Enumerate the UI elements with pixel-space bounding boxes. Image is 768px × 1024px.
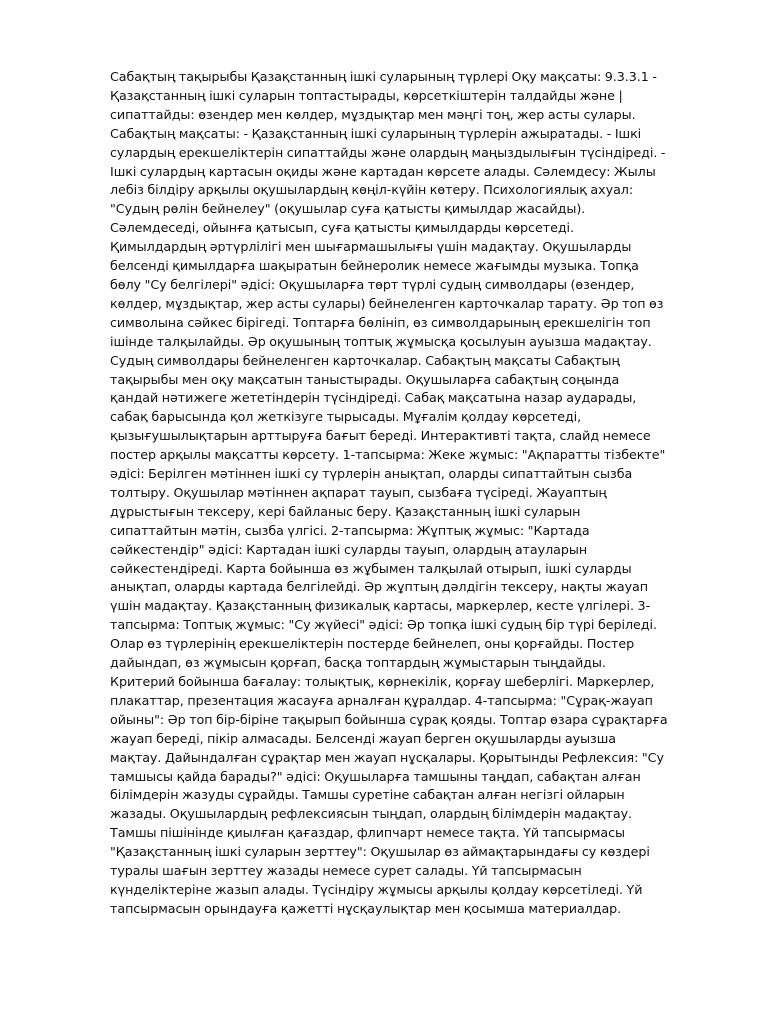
document-body — [110, 68, 670, 919]
body-paragraph: Сабақтың тақырыбы Қазақстанның ішкі суларының түрлері Оқу мақсаты: 9.3.3.1 - Қазақстанның ішкі суларын топтастырады, көрсеткіштерін талдайды және | сипаттайды: өзендер мен көлдер, мұздықтар мен мәңгі тоң, жер асты сулары. Сабақтың мақсаты: - Қазақстанның ішкі суларының түрлерін ажыратады. - Ішкі сулардың ерекшеліктерін сипаттайды және олардың маңыздылығын түсіндіреді. - Ішкі сулардың картасын оқиды және картадан көрсете алады. Сәлемдесу: Жылы лебіз білдіру арқылы оқушылардың көңіл-күйін көтеру. Психологиялық ахуал: "Судың рөлін бейнелеу" (оқушылар суға қатысты қимылдар жасайды). Сәлемдеседі, ойынға қатысып, суға қатысты қимылдарды көрсетеді. Қимылдардың әртүрлілігі мен шығармашылығы үшін мадақтау. Оқушыларды белсенді қимылдарға шақыратын бейнеролик немесе жағымды музыка. Топқа бөлу "Су белгілері" әдісі: Оқушыларға төрт түрлі судың символдары (өзендер, көлдер, мұздықтар, жер асты сулары) бейнеленген карточкалар тарату. Әр топ өз символына сәйкес бірігеді. Топтарға бөлініп, өз символдарының ерекшелігін топ ішінде талқылайды. Әр оқушының топтық жұмысқа қосылуын ауызша мадақтау. Судың символдары бейнеленген карточкалар. Сабақтың мақсаты Сабақтың тақырыбы мен оқу мақсатын таныстырады. Оқушыларға сабақтың соңында қандай нәтижеге жететіндерін түсіндіреді. Сабақ мақсатына назар аударады, сабақ барысында қол жеткізуге тырысады. Мұғалім қолдау көрсетеді, қызығушылықтарын арттыруға бағыт береді. Интерактивті тақта, слайд немесе постер арқылы мақсатты көрсету. 1-тапсырма: Жеке жұмыс: "Ақпаратты тізбекте" әдісі: Берілген мәтіннен ішкі су түрлерін анықтап, оларды сипаттайтын сызба толтыру. Оқушылар мәтіннен ақпарат тауып, сызбаға түсіреді. Жауаптың дұрыстығын тексеру, кері байланыс беру. Қазақстанның ішкі суларын сипаттайтын мәтін, сызба үлгісі. 2-тапсырма: Жұптық жұмыс: "Картада сәйкестендір" әдісі: Картадан ішкі суларды тауып, олардың атауларын сәйкестендіреді. Карта бойынша өз жұбымен талқылай отырып, ішкі суларды анықтап, оларды картада белгілейді. Әр жұптың дәлдігін тексеру, нақты жауап үшін мадақтау. Қазақстанның физикалық картасы, маркерлер, кесте үлгілері. 3-тапсырма: Топтық жұмыс: "Су жүйесі" әдісі: Әр топқа ішкі судың бір түрі беріледі. Олар өз түрлерінің ерекшеліктерін постерде бейнелеп, оны қорғайды. Постер дайындап, өз жұмысын қорғап, басқа топтардың жұмыстарын тыңдайды. Критерий бойынша бағалау: толықтық, көрнекілік, қорғау шеберлігі. Маркерлер, плакаттар, презентация жасауға арналған құралдар. 4-тапсырма: "Сұрақ-жауап ойыны": Әр топ бір-біріне тақырып бойынша сұрақ қояды. Топтар өзара сұрақтарға жауап береді, пікір алмасады. Белсенді жауап берген оқушыларды ауызша мақтау. Дайындалған сұрақтар мен жауап нұсқалары. Қорытынды Рефлексия: "Су тамшысы қайда барады?" әдісі: Оқушыларға тамшыны таңдап, сабақтан алған білімдерін жазуды сұрайды. Тамшы суретіне сабақтан алған негізгі ойларын жазады. Оқушылардың рефлексиясын тыңдап, олардың білімдерін мадақтау. Тамшы пішінінде қиылған қағаздар, флипчарт немесе тақта. Үй тапсырмасы "Қазақстанның ішкі суларын зерттеу": Оқушылар өз аймақтарындағы су көздері туралы шағын зерттеу жазады немесе сурет салады. Үй тапсырмасын күнделіктеріне жазып алады. Түсіндіру жұмысы арқылы қолдау көрсетіледі. Үй тапсырмасын орындауға қажетті нұсқаулықтар мен қосымша материалдар. — [110, 69, 668, 916]
